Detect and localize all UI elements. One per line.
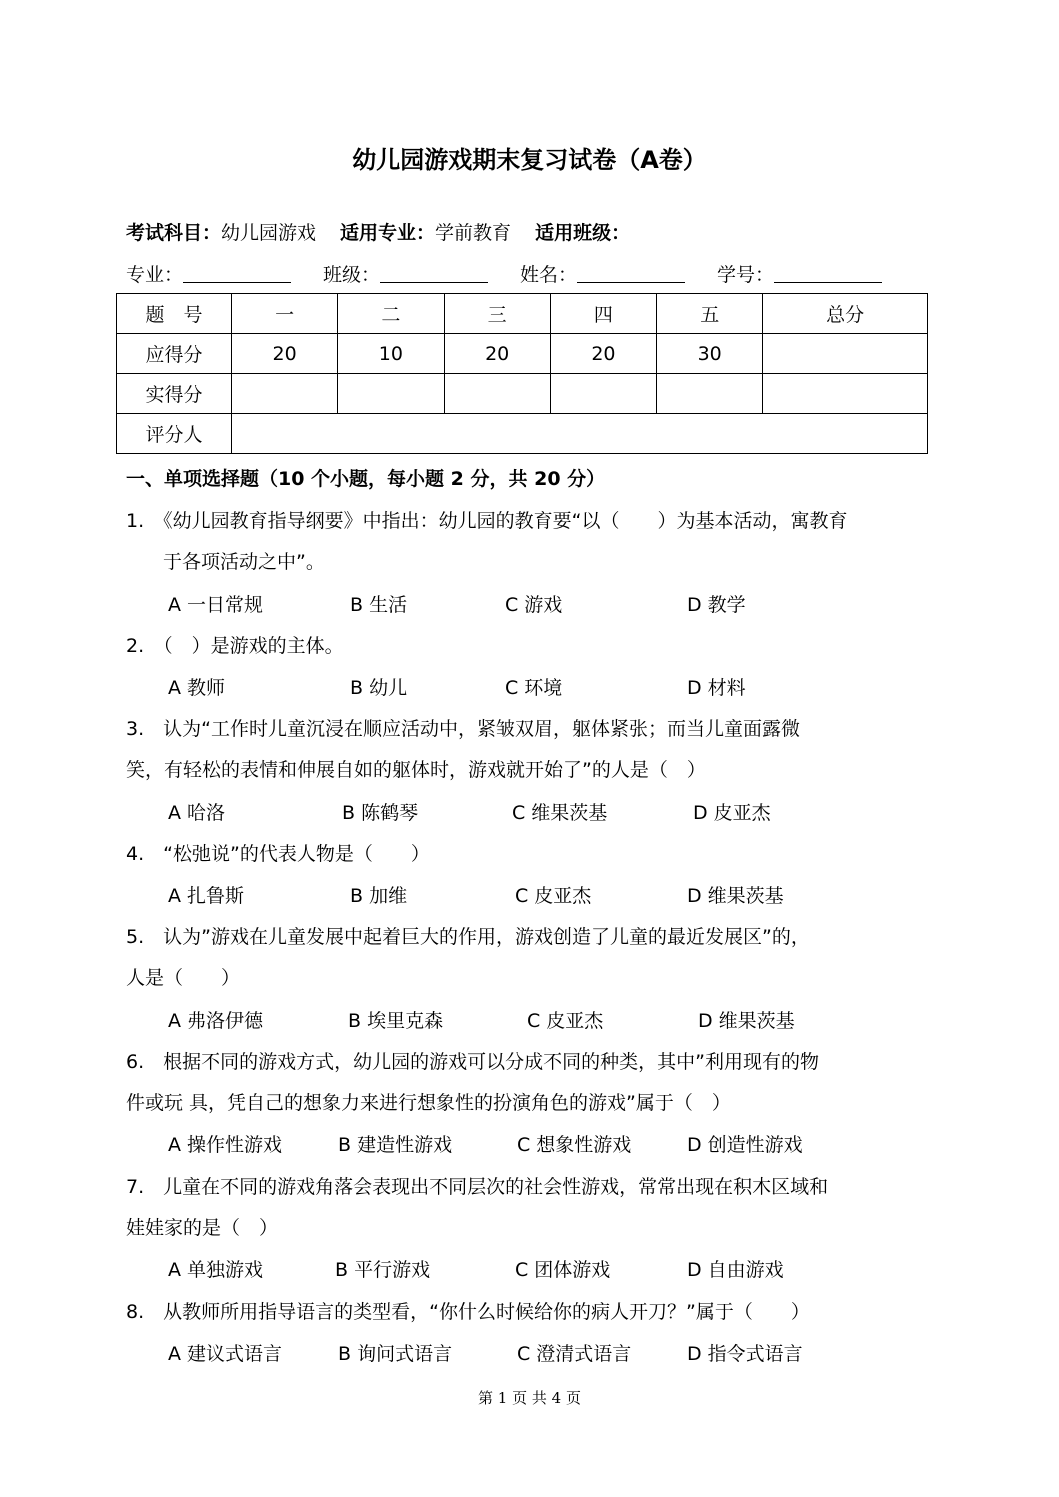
header-cell: 总分 xyxy=(763,294,928,334)
field-major-blank[interactable] xyxy=(183,262,291,283)
question-7-option-c: C 团体游戏 xyxy=(515,1259,611,1281)
question-1-option-b: B 生活 xyxy=(350,594,408,616)
table-row xyxy=(117,334,928,374)
header-cell: 三 xyxy=(444,294,550,334)
section-heading: 一、单项选择题（10 个小题，每小题 2 分，共 20 分） xyxy=(126,468,606,490)
question-8-option-d: D 指令式语言 xyxy=(687,1343,803,1365)
header-cell: 一 xyxy=(232,294,338,334)
points-cell xyxy=(763,334,928,374)
exam-info xyxy=(126,218,630,245)
points-cell: 20 xyxy=(444,334,550,374)
question-8-option-a: A 建议式语言 xyxy=(168,1343,283,1365)
header-cell: 五 xyxy=(657,294,763,334)
question-6-option-b: B 建造性游戏 xyxy=(338,1134,453,1156)
actual-cell[interactable] xyxy=(444,374,550,414)
row-label: 应得分 xyxy=(117,334,232,374)
question-1-option-c: C 游戏 xyxy=(505,594,563,616)
question-8-option-b: B 询问式语言 xyxy=(338,1343,453,1365)
question-2-option-a: A 教师 xyxy=(168,677,226,699)
page-footer: 第 1 页 共 4 页 xyxy=(478,1389,581,1407)
question-7-option-d: D 自由游戏 xyxy=(687,1259,784,1281)
question-1-line-1: 1. 《幼儿园教育指导纲要》中指出：幼儿园的教育要“以（ ）为基本活动，寓教育 xyxy=(126,510,848,532)
question-5-line-1: 5. 认为”游戏在儿童发展中起着巨大的作用，游戏创造了儿童的最近发展区”的， xyxy=(126,926,810,948)
question-3-line-1: 3. 认为“工作时儿童沉浸在顺应活动中，紧皱双眉，躯体紧张；而当儿童面露微 xyxy=(126,718,800,740)
points-cell: 30 xyxy=(657,334,763,374)
question-7-line-2: 娃娃家的是（ ） xyxy=(126,1217,279,1239)
exam-title: 幼儿园游戏期末复习试卷（A卷） xyxy=(352,146,707,174)
field-class-blank[interactable] xyxy=(380,262,488,283)
student-fields xyxy=(126,260,882,287)
header-cell: 四 xyxy=(550,294,656,334)
question-1-option-a: A 一日常规 xyxy=(168,594,264,616)
question-7-option-a: A 单独游戏 xyxy=(168,1259,264,1281)
question-2-option-d: D 材料 xyxy=(687,677,746,699)
major-value: 学前教育 xyxy=(435,222,512,244)
question-3-line-2: 笑，有轻松的表情和伸展自如的躯体时，游戏就开始了”的人是（ ） xyxy=(126,759,706,781)
table-row xyxy=(117,414,928,454)
score-table xyxy=(116,293,928,454)
subject-label: 考试科目： xyxy=(126,222,222,244)
question-2-option-c: C 环境 xyxy=(505,677,563,699)
question-4-option-c: C 皮亚杰 xyxy=(515,885,592,907)
question-6-line-2: 件或玩 具，凭自己的想象力来进行想象性的扮演角色的游戏”属于（ ） xyxy=(126,1092,731,1114)
field-class-label: 班级： xyxy=(323,264,381,286)
question-5-option-c: C 皮亚杰 xyxy=(527,1010,604,1032)
points-cell: 10 xyxy=(338,334,444,374)
question-1-option-d: D 教学 xyxy=(687,594,746,616)
header-cell: 二 xyxy=(338,294,444,334)
points-cell: 20 xyxy=(232,334,338,374)
actual-cell[interactable] xyxy=(232,374,338,414)
field-major-label: 专业： xyxy=(126,264,184,286)
header-cell: 题 号 xyxy=(117,294,232,334)
question-2-line-1: 2. （ ）是游戏的主体。 xyxy=(126,635,344,657)
question-1-line-2: 于各项活动之中”。 xyxy=(163,551,325,573)
question-5-option-d: D 维果茨基 xyxy=(698,1010,795,1032)
question-8-line-1: 8. 从教师所用指导语言的类型看，“你什么时候给你的病人开刀？”属于（ ） xyxy=(126,1301,810,1323)
subject-value: 幼儿园游戏 xyxy=(221,222,317,244)
question-4-option-b: B 加维 xyxy=(350,885,408,907)
question-6-line-1: 6. 根据不同的游戏方式，幼儿园的游戏可以分成不同的种类，其中”利用现有的物 xyxy=(126,1051,819,1073)
actual-cell[interactable] xyxy=(657,374,763,414)
points-cell: 20 xyxy=(550,334,656,374)
question-5-option-a: A 弗洛伊德 xyxy=(168,1010,264,1032)
actual-cell[interactable] xyxy=(763,374,928,414)
field-name-label: 姓名： xyxy=(520,264,578,286)
field-id-blank[interactable] xyxy=(774,262,882,283)
field-name-blank[interactable] xyxy=(577,262,685,283)
question-4-line-1: 4. “松弛说”的代表人物是（ ） xyxy=(126,843,430,865)
question-8-option-c: C 澄清式语言 xyxy=(517,1343,632,1365)
question-6-option-d: D 创造性游戏 xyxy=(687,1134,803,1156)
class-label: 适用班级： xyxy=(535,222,631,244)
table-row xyxy=(117,374,928,414)
grader-cell[interactable] xyxy=(232,414,928,454)
question-7-option-b: B 平行游戏 xyxy=(335,1259,431,1281)
question-3-option-c: C 维果茨基 xyxy=(512,802,608,824)
actual-cell[interactable] xyxy=(550,374,656,414)
field-id-label: 学号： xyxy=(717,264,775,286)
major-label: 适用专业： xyxy=(340,222,436,244)
question-3-option-b: B 陈鹤琴 xyxy=(342,802,419,824)
question-6-option-a: A 操作性游戏 xyxy=(168,1134,283,1156)
table-row xyxy=(117,294,928,334)
question-5-option-b: B 埃里克森 xyxy=(348,1010,444,1032)
question-3-option-a: A 哈洛 xyxy=(168,802,226,824)
question-4-option-a: A 扎鲁斯 xyxy=(168,885,245,907)
question-6-option-c: C 想象性游戏 xyxy=(517,1134,632,1156)
question-4-option-d: D 维果茨基 xyxy=(687,885,784,907)
actual-cell[interactable] xyxy=(338,374,444,414)
row-label: 评分人 xyxy=(117,414,232,454)
question-7-line-1: 7. 儿童在不同的游戏角落会表现出不同层次的社会性游戏，常常出现在积木区域和 xyxy=(126,1176,829,1198)
row-label: 实得分 xyxy=(117,374,232,414)
question-3-option-d: D 皮亚杰 xyxy=(693,802,771,824)
question-2-option-b: B 幼儿 xyxy=(350,677,408,699)
question-5-line-2: 人是（ ） xyxy=(126,967,241,989)
